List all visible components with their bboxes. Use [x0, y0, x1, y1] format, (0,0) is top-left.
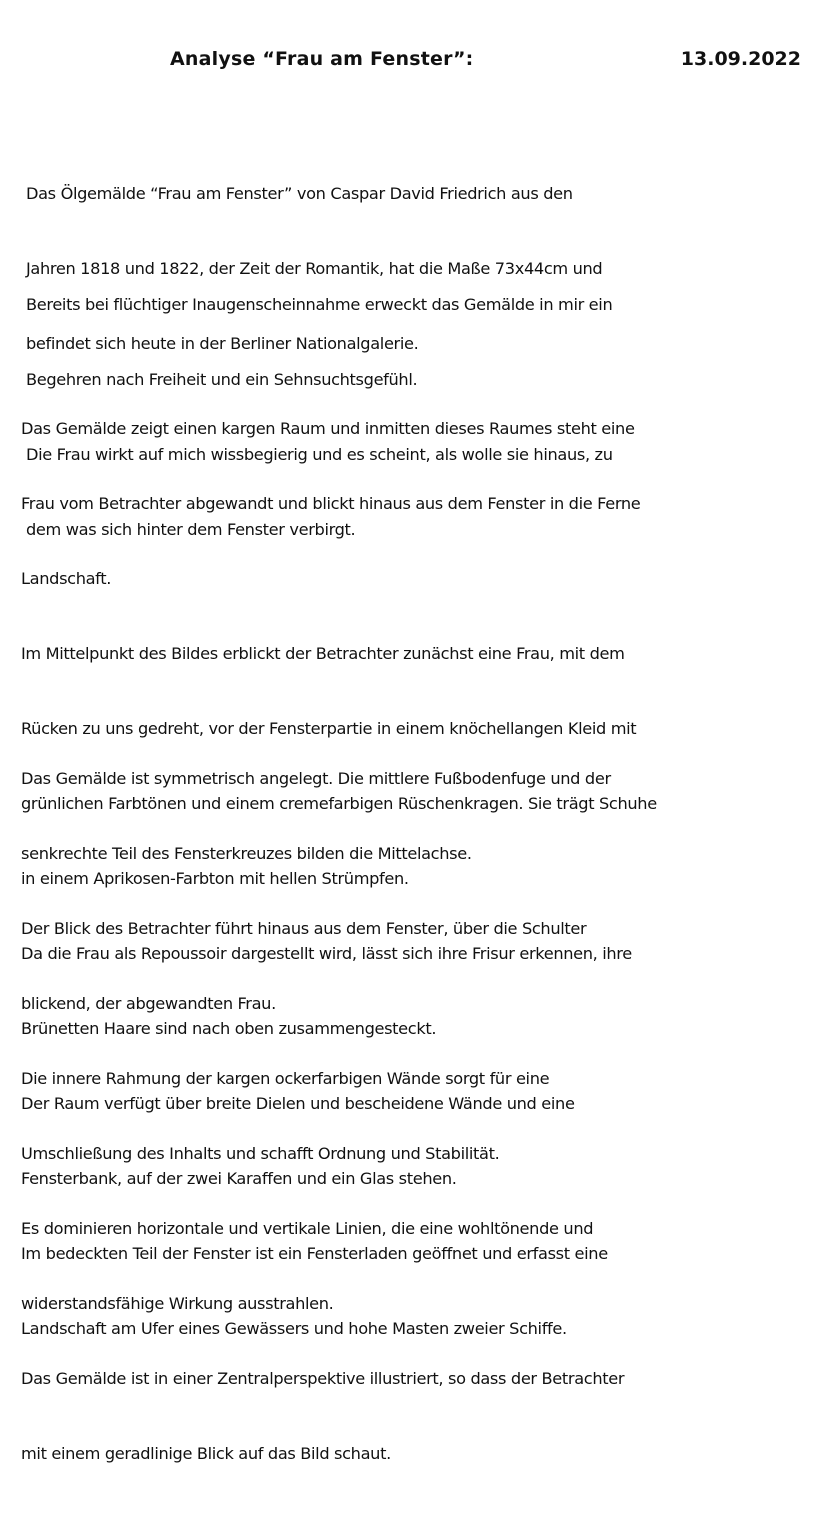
text-line: Fensterbank, auf der zwei Karaffen und ein Glas stehen. [21, 1169, 457, 1188]
text-line: mit einem geradlinige Blick auf das Bild schaut. [21, 1444, 391, 1463]
text-line: Die Frau wirkt auf mich wissbegierig und es scheint, als wolle sie hinaus, zu [26, 445, 613, 464]
text-line: Bereits bei flüchtiger Inaugenscheinnahme erweckt das Gemälde in mir ein [26, 295, 613, 314]
text-line: Im bedeckten Teil der Fenster ist ein Fensterladen geöffnet und erfasst eine [21, 1244, 608, 1263]
text-line: Brünetten Haare sind nach oben zusammengesteckt. [21, 1019, 437, 1038]
text-line: Die innere Rahmung der kargen ockerfarbigen Wände sorgt für eine [21, 1069, 550, 1088]
text-line: Frau vom Betrachter abgewandt und blickt hinaus aus dem Fenster in die Ferne [21, 494, 641, 513]
text-line: widerstandsfähige Wirkung ausstrahlen. [21, 1294, 334, 1313]
text-line: Umschließung des Inhalts und schafft Ordnung und Stabilität. [21, 1144, 500, 1163]
text-line: Der Raum verfügt über breite Dielen und bescheidene Wände und eine [21, 1094, 575, 1113]
document-title: Analyse “Frau am Fenster”: [170, 48, 474, 70]
text-line: Da die Frau als Repoussoir dargestellt wird, lässt sich ihre Frisur erkennen, ihre [21, 944, 632, 963]
text-line: Jahren 1818 und 1822, der Zeit der Romantik, hat die Maße 73x44cm und [26, 259, 603, 278]
text-line: Landschaft am Ufer eines Gewässers und hohe Masten zweier Schiffe. [21, 1319, 567, 1338]
text-line: senkrechte Teil des Fensterkreuzes bilden die Mittelachse. [21, 844, 472, 863]
text-line: Im Mittelpunkt des Bildes erblickt der Betrachter zunächst eine Frau, mit dem [21, 644, 625, 663]
text-line: Der Blick des Betrachter führt hinaus aus dem Fenster, über die Schulter [21, 919, 587, 938]
text-line: dem was sich hinter dem Fenster verbirgt. [26, 520, 356, 539]
text-line: Das Gemälde ist in einer Zentralperspektive illustriert, so dass der Betrachter [21, 1369, 625, 1388]
text-line: Landschaft. [21, 569, 112, 588]
text-line: Das Gemälde ist symmetrisch angelegt. Die mittlere Fußbodenfuge und der [21, 769, 611, 788]
text-line: Es dominieren horizontale und vertikale Linien, die eine wohltönende und [21, 1219, 594, 1238]
text-line: Rücken zu uns gedreht, vor der Fensterpartie in einem knöchellangen Kleid mit [21, 719, 637, 738]
document-date: 13.09.2022 [680, 48, 801, 70]
text-line: grünlichen Farbtönen und einem cremefarbigen Rüschenkragen. Sie trägt Schuhe [21, 794, 657, 813]
text-line: blickend, der abgewandten Frau. [21, 994, 276, 1013]
text-line: befindet sich heute in der Berliner Nationalgalerie. [26, 334, 419, 353]
text-line: Das Ölgemälde “Frau am Fenster” von Caspar David Friedrich aus den [26, 184, 573, 203]
text-line: Begehren nach Freiheit und ein Sehnsuchtsgefühl. [26, 370, 418, 389]
text-line: Das Gemälde zeigt einen kargen Raum und inmitten dieses Raumes steht eine [21, 419, 635, 438]
paragraph-composition [21, 716, 624, 1516]
text-line: in einem Aprikosen-Farbton mit hellen Strümpfen. [21, 869, 409, 888]
